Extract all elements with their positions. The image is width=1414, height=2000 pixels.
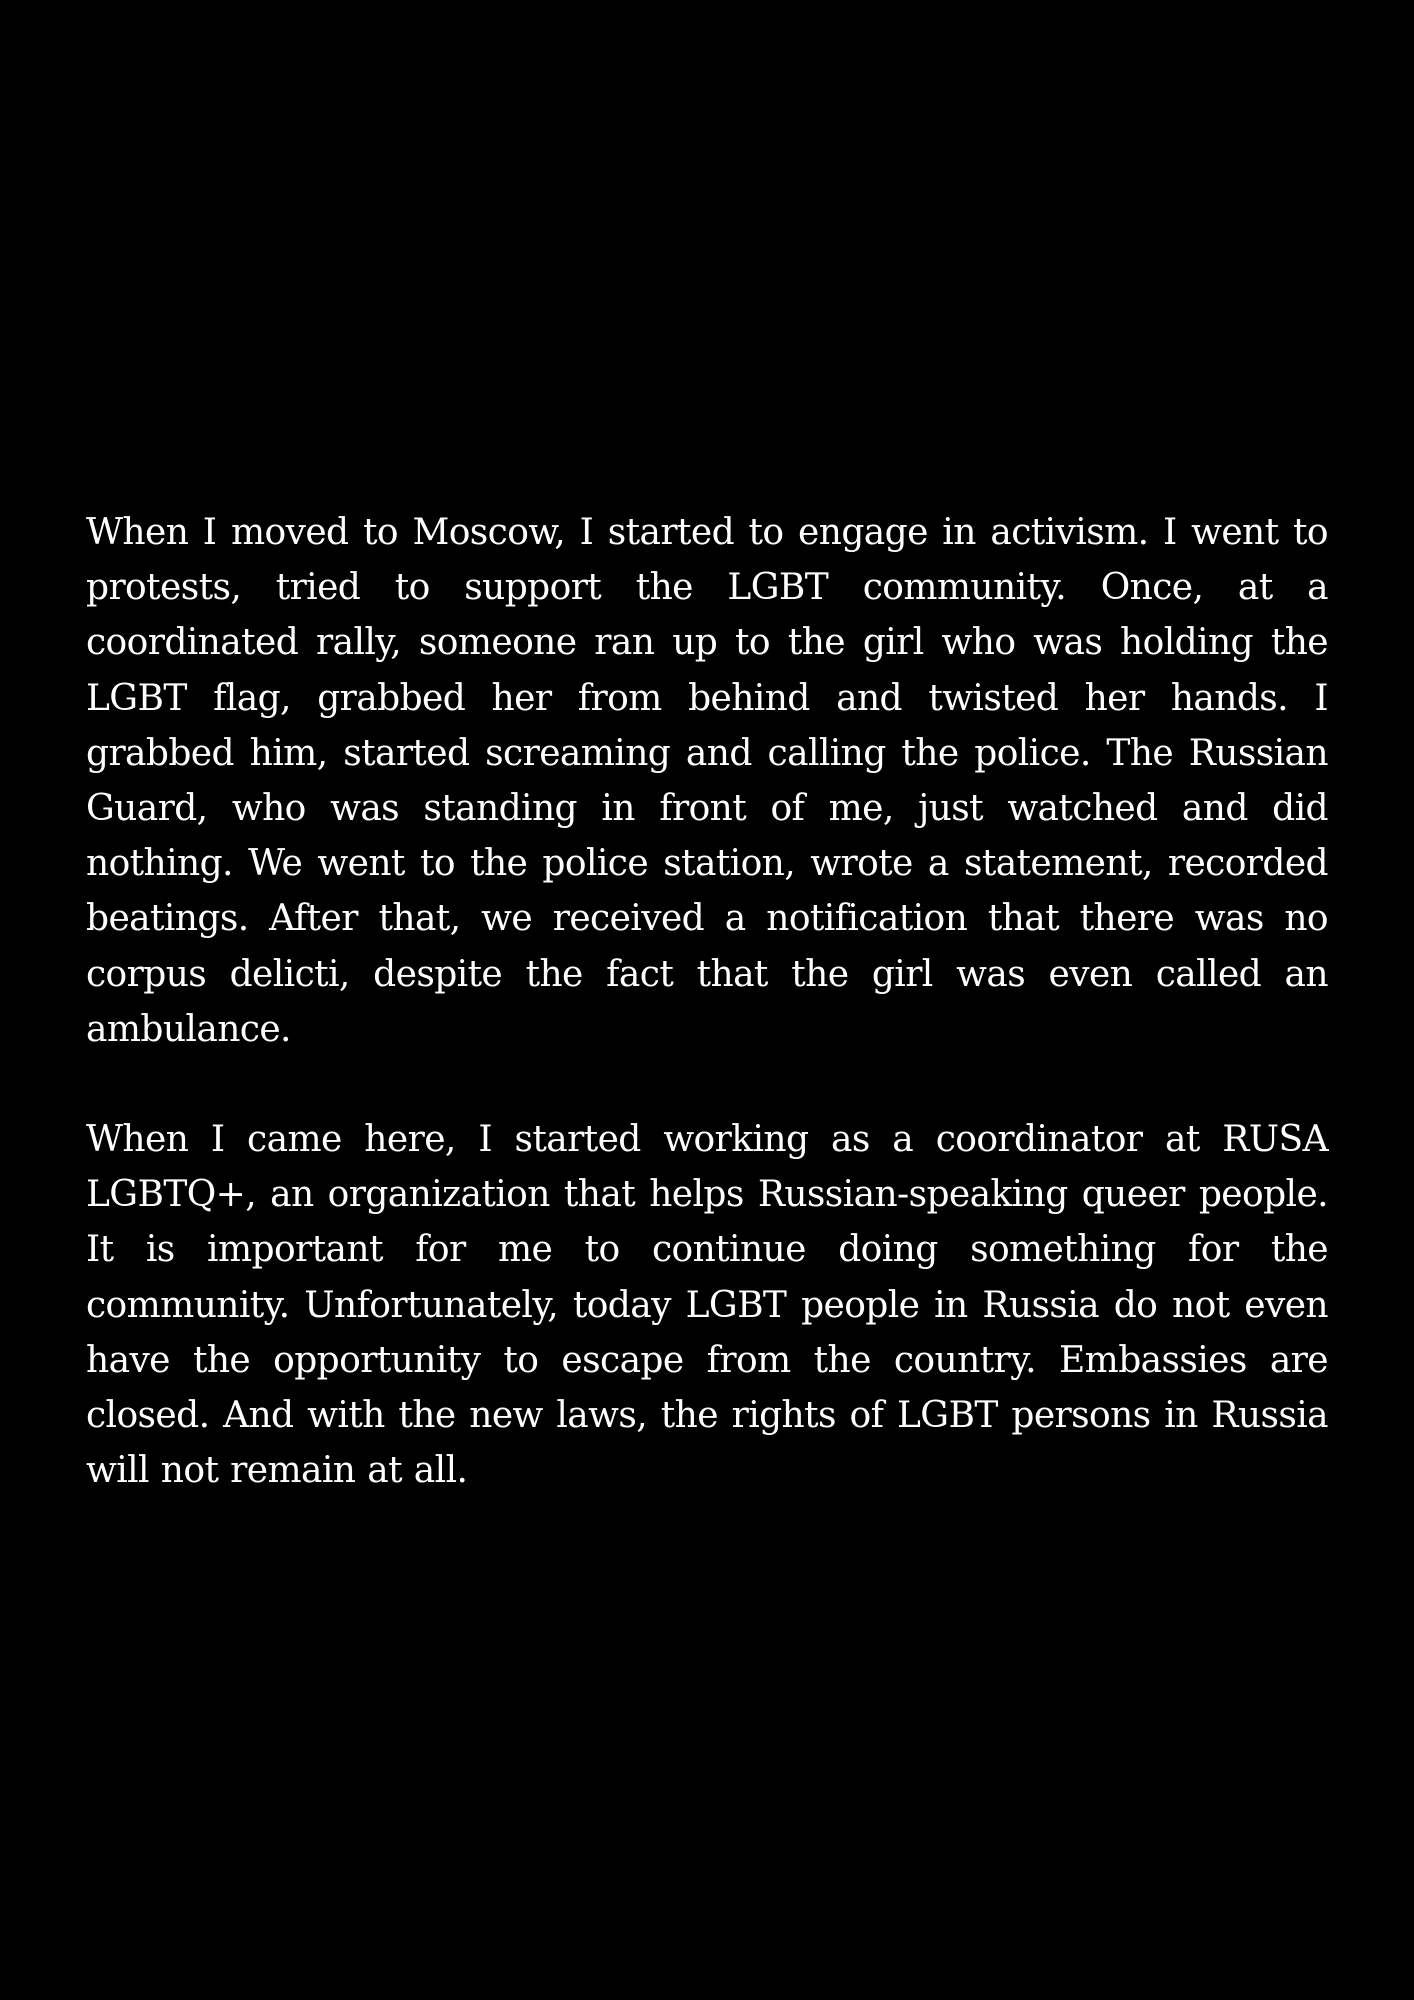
text-block — [86, 505, 1328, 1498]
paragraph-1: When I moved to Moscow, I started to engage in activism. I went to protests, tried to support the LGBT community. Once, at a coordinated rally, someone ran up to the girl who was holding the LGBT flag, grabbed her from behind and twisted her hands. I grabbed him, started screaming and calling the police. The Russian Guard, who was standing in front of me, just watched and did nothing. We went to the police station, wrote a statement, recorded beatings. After that, we received a notification that there was no corpus delicti, despite the fact that the girl was even called an ambulance. — [86, 512, 1328, 1050]
paragraph-2: When I came here, I started working as a coordinator at RUSA LGBTQ+, an organization that helps Russian-speaking queer people. It is important for me to continue doing something for the community. Unfortunately, today LGBT people in Russia do not even have the opportunity to escape from the country. Embassies are closed. And with the new laws, the rights of LGBT persons in Russia will not remain at all. — [86, 1119, 1328, 1492]
